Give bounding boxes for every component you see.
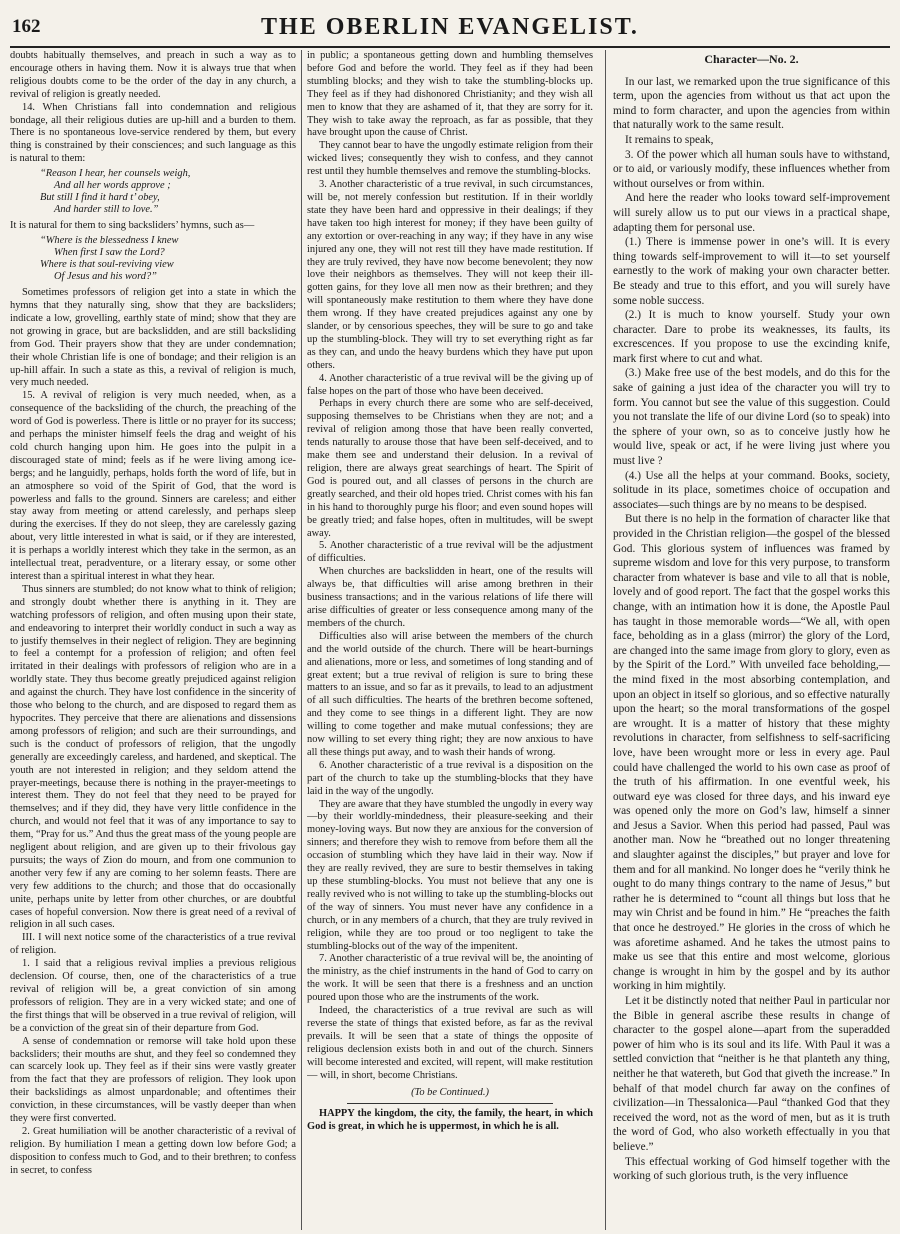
paragraph: 7. Another characteristic of a true revival will be, the anointing of the ministry, as the chief instruments in the hand of God to carry on the work. It will be seen that there is a freshness and an unction poured upon those who are the instruments of the work. [307,953,593,1004]
paragraph: 14. When Christians fall into condemnation and religious bondage, all their religious duties are up-hill and a burden to them. There is no spontaneous love-service rendered by them, but every thing is constrained by their consciences; and such language as this is natural to them: [10,101,296,165]
paragraph: doubts habitually themselves, and preach in such a way as to encourage others in having them. Now it is always true that when religious doubts come to be the order of the day in any church, a revival of religion is greatly needed. [10,50,296,100]
paragraph: It is natural for them to sing backsliders’ hymns, such as— [10,220,255,232]
article-heading: Character—No. 2. [704,52,799,66]
verse-line: When first I saw the Lord? [54,247,165,259]
hymn-verse [40,235,296,283]
verse-line: “Reason I hear, her counsels weigh, [40,168,191,180]
paragraph: It remains to speak, [625,133,714,146]
paragraph: (3.) Make free use of the best models, and do this for the sake of gaining a just idea of the character you will try to form. You cannot but see the value of this suggestion. Could you not translate the life of our divine Lord (so to speak) into the sphere of your own, so as to conceive justly how he would live, speak or act, if he were living just where you must live ? [613,367,890,468]
paragraph: 6. Another characteristic of a true revival is a disposition on the part of the church to take up the stumbling-blocks that they have laid in the way of the ungodly. [307,759,593,797]
verse-line: And harder still to love.” [54,204,159,216]
column-3 [613,50,890,1230]
paragraph: III. I will next notice some of the characteristics of a true revival of religion. [10,932,296,957]
paragraph: (1.) There is immense power in one’s will. It is every thing towards self-improvement to will it—to set yourself earnestly to the work of making your own character better. Be steady and true to this effort, and you will surely have some noble success. [613,236,890,307]
paragraph: Sometimes professors of religion get into a state in which the hymns that they naturally sing, show that they are backsliders; indicate a low, grovelling, earthly state of mind; show that they are not growing in grace, but are backslidden, and are still backsliding from God. Their prayers show that they are under condemnation; their whole Christian life is one of bondage; and their religion is an up-hill affair. In such a state as this, a revival of religion is much, very much needed. [10,287,296,389]
separator-rule [347,1103,553,1104]
paragraph: Thus sinners are stumbled; do not know what to think of religion; and strongly doubt whether there is anything in it. They are watching professors of religion, and often musing upon their state, and endeavoring to interpret their worldly conduct in such a way as to justify themselves in their neglect of religion. They are beginning to feel a contempt for a profession of religion; and often feel irritated in their dealings with professors of religion who are in a worldly state. They thus become greatly prejudiced against religion and against the church. They have lost confidence in the sincerity of those who belong to the church, and are disposed to regard them as hypocrites. They perceive that there are alienations and dissensions among professors of religion; and such are their surroundings, and such is the conduct of professors of religion, that the ungodly generally are exceedingly careless, and hardened, and skeptical. The youth are not interested in religion; and they seldom attend the prayer-meetings, because there is nothing in the prayer-meetings to interest them. They do not feel that they need to be prayed for themselves; and if they did, they have very little confidence in the church, and would not feel that it was of any importance to say to them, “Pray for us.” And thus the great mass of the young people are negligent about religion, and are given up to their frivolous gay pursuits; the ways of Zion do mourn, and from one communion to another very few if any are coming to her solemn feasts. There are very few additions to the church; and those that do occasionally unite, perhaps unite by letter from other churches, or are doubtful cases of hopeful conversion. Now there is great need of a revival of religion in all such cases. [10,583,296,931]
paragraph: They cannot bear to have the ungodly estimate religion from their wicked lives; consequently they wish to confess, and they cannot rest until they humble themselves and remove the stumbling-blocks. [307,140,593,178]
masthead [10,10,890,48]
verse-line: Of Jesus and his word?” [54,271,157,283]
paragraph: When churches are backslidden in heart, one of the results will always be, that difficulties will arise among brethren in their business transactions; and in the various relations of life there will arise difficulties of greater or less consequence among many of the members of the church. [307,566,593,629]
paragraph: In our last, we remarked upon the true significance of this term, upon the agencies from without us that act upon the mind to form character, and upon the agencies from within that naturally work to the same result. [613,75,890,132]
verse-line: But still I find it hard t’ obey, [40,192,160,204]
verse-line: Where is that soul-reviving view [40,259,174,271]
verse-line: “Where is the blessedness I knew [40,235,179,247]
paragraph: A sense of condemnation or remorse will take hold upon these backsliders; their mouths are shut, and they feel so condemned they can scarcely look up. They feel as if their sins were vastly greater from the fact that they are professors of religion. They look upon their backslidings as almost unpardonable; and oftentimes their conviction, in these circumstances, will be vastly deeper than when they were first converted. [10,1035,296,1125]
paragraph: Let it be distinctly noted that neither Paul in particular nor the Bible in general ascribe these results in change of character to the gospel alone—apart from the superadded power of him who is its soul and its life. With Paul it was a settled conviction that “neither is he that planteth any thing, neither he that watereth, but God that giveth the increase.” In behalf of that model church far away on the confines of civilization—in Thessalonica—Paul “thanked God that they received the word, not as the word of men, but as it is truth the word of God, who also worketh effectually in you that believe.” [613,995,890,1153]
paragraph: HAPPY the kingdom, the city, the family, the heart, in which God is great, in which he is uppermost, in which he is all. [307,1108,593,1133]
paragraph: 2. Great humiliation will be another characteristic of a revival of religion. By humiliation I mean a getting down low before God; a disposition to confess much to God, and to their brethren; to confess in secret, to confess [10,1125,296,1176]
page-number: 162 [12,16,41,37]
paragraph: Perhaps in every church there are some who are self-deceived, supposing themselves to be Christians when they are not; and a revival of religion among those that have been really converted, tends naturally to arouse those that have been self-deceived, and to make them see and understand their delusion. In a revival of religion, there are always great searchings of heart. The Spirit of God is poured out, and all classes of persons in the church are greatly searched, and their old hopes tried. Christ comes with his fan in his hand to thoroughly purge his floor; and even sound hopes will be greatly tried; and false hopes, often in multitudes, will be swept away. [307,398,593,539]
paragraph: They are aware that they have stumbled the ungodly in every way—by their worldly-mindedness, their pleasure-seeking and their money-loving ways. But now they are anxious for the conversion of sinners; and therefore they wish to remove from before them all the occasion of stumbling which they have laid in their way. Now if they are really revived, they are sure to bestir themselves in taking up these stumbling-blocks. You must not believe that any one is really revived who is not willing to take up the stumbling-blocks out of the way of sinners. You must never have any confidence in a church, or in any members of a church, that they are truly revived in religion, while they are too proud or too negligent to take the stumbling-blocks out of the way of the impenitent. [307,798,593,952]
paragraph: Difficulties also will arise between the members of the church and the world outside of the church. There will be heart-burnings and alienations, more or less, and sometimes of long standing and of great extent; but a true revival of religion is sure to bring these matters to an issue, and so far as it prevails, to lead to an adjustment of all such difficulties. The hearts of the brethren become softened, and they come to see things in a different light. They are now willing to come together and make mutual confessions; they are now willing to set every thing right; they are now anxious to have all these things put away, and to wash their hands of wrong. [307,630,593,758]
paragraph: in public; a spontaneous getting down and humbling themselves before God and before the world. They feel as if they had been stumbling blocks; and they wish to take the stumbling-blocks up. They feel as if they had dishonored Christianity; and they wish all men to know that they are ashamed of it, that they are sorry for it. They wish to take away the reproach, as far as possible, that they have brought upon the cause of Christ. [307,50,593,139]
paragraph: And here the reader who looks toward self-improvement will surely allow us to put our views in a practical shape, adapting them for personal use. [613,192,890,234]
paragraph: 3. Another characteristic of a true revival, in such circumstances, will be, not merely confession but restitution. If in their worldly state they have been hard and oppressive in their dealings; if they have taken too high interest for money; if they have been guilty of any extortion or over-reaching in any way; if they have in any wise injured any one, they will not rest till they have made restitution. If they are truly revived, they have now become benevolent; they now love their neighbors as themselves. They will not keep their ill-gotten gains, for they love all men now as their brethren; and they will spontaneously make restitution to them where they have done them wrong. If they have created prejudices against any one by slander, or by censorious speeches, they will be sure to go and take up the stumbling-block. They will try to set everything right as far as they can, and undo the heavy burdens which they have put upon others. [307,179,593,371]
paragraph: (4.) Use all the helps at your command. Books, society, solitude in its place, sometimes choice of occupation and associates—such things are by no means to be despised. [613,469,890,511]
paragraph: 5. Another characteristic of a true revival will be the adjustment of difficulties. [307,540,593,565]
paragraph: This effectual working of God himself together with the working of such glorious truth, is the very influence [613,1155,890,1183]
paragraph: But there is no help in the formation of character like that provided in the Christian religion—the gospel of the blessed God. This glorious system of influences was framed by supreme wisdom and love for this very purpose, to transform character from whatever is base and vile to all that is noble, lovely and of good report. The fact that the gospel works this change, with an intimation how it is done, the Apostle Paul has taught in those memorable words—“We all, with open face, beholding as in a glass (mirror) the glory of the Lord, are changed into the same image from glory to glory, even as by the Spirit of the Lord.” With unveiled face beholding,—the mind fixed in the most absorbing contemplation, and upon an object in itself so glorious, and so effective naturally upon the heart; so the moral transformations of the gospel are wrought. It is a matter of history that these mighty revolutions in character, from selfishness to self-sacrificing love, have been wrought more or less in every age. Paul could have challenged the world to his own case as proof of the truth of his affirmation. In one eventful week, his outward eye was closed for three days, and his inward eye was opened only the more on God’s law, himself a sinner and Jesus a Savior. When this period had passed, Paul was another man. Now he “breathed out no longer threatening and slaughter against the disciples,” but prayer and love for them and for all mankind. No longer does he “verily think he ought to do many things contrary to the name of Jesus,” but rather he is determined to “count all things but loss that he may win Christ and be found in him.” He “preaches the faith that once he destroyed.” He glories in the cross of which he was aforetime ashamed. And he takes the utmost pains to make us see that this entire and most welcome, glorious change is wrought in him by the gospel and by its author working in him mightily. [613,513,890,993]
column-2 [307,50,593,1230]
paragraph: (2.) It is much to know yourself. Study your own character. Dare to probe its weaknesses, its faults, its excrescences. If you propose to use the excinding knife, mark first where to cut and what. [613,309,890,365]
paragraph: Indeed, the characteristics of a true revival are such as will reverse the state of things that existed before, as far as the revival prevails. It will be seen that a state of things the opposite of religious declension exists both in and out of the church. Sinners will become interested and excited, will repent, will make restitution — will, in short, become Christians. [307,1005,593,1081]
column-divider [605,50,606,1230]
hymn-verse [40,168,296,216]
paragraph: 1. I said that a religious revival implies a previous religious declension. Of course, then, one of the characteristics of a true revival of religion will be, a great conviction of sin among professors of religion. They are in a very wicked state; and one of the first things that will be observed in a true revival of religion, will be a conviction of the great sin of their departure from God. [10,958,296,1034]
continued-note: (To be Continued.) [411,1086,489,1098]
column-divider [301,50,302,1230]
paragraph: 15. A revival of religion is very much needed, when, as a consequence of the backsliding of the church, the preaching of the word of God is powerless. There is little or no prayer for its success; and perhaps the minister himself feels the drag and weight of his cold church hanging upon him. He goes into the pulpit in a discouraged state of mind; feels as if he were living among ice-bergs; and he languidly, perhaps, holds forth the word of life, but in an atmosphere so void of the Spirit of God, that the word is powerless and falls to the ground. Sinners are careless; and either stay away from meeting or attend carelessly, and perhaps sleep during the exercises. If they do not sleep, they are carelessly gazing about, very little interested in what is said, or if they are interested, it is perhaps a worldly interest which they take in the sermon, as an intellectual treat, peradventure, or a literary essay, or some other interest than a spiritual interest in what they hear. [10,390,296,582]
page-title: THE OBERLIN EVANGELIST. [261,14,639,40]
column-1 [10,50,296,1230]
verse-line: And all her words approve ; [54,180,171,192]
columns [10,50,890,1230]
paragraph: 3. Of the power which all human souls have to withstand, or to aid, or variously modify, these influences whether from without ourselves or from within. [613,148,890,190]
paragraph: 4. Another characteristic of a true revival will be the giving up of false hopes on the part of those who have been deceived. [307,372,593,397]
